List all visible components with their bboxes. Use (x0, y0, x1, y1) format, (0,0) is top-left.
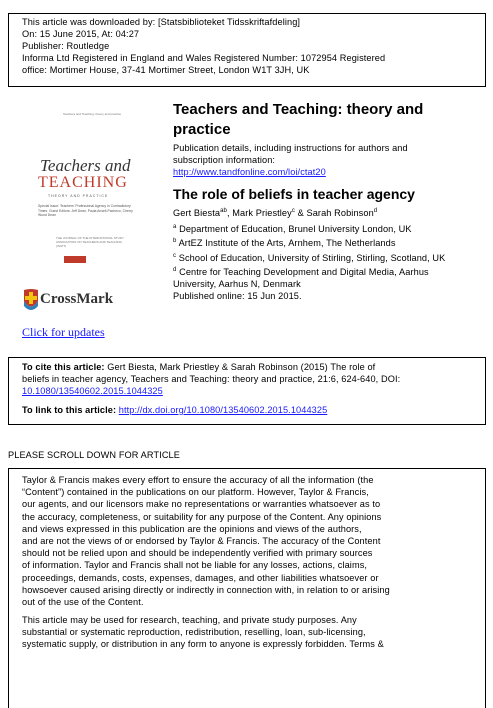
disclaimer-line: our agents, and our licensors make no representations or warranties whatsoever as to (22, 499, 381, 510)
disclaimer-line: should not be relied upon and should be independently verified with primary sources (22, 548, 373, 559)
disclaimer-line: howsoever caused arising directly or indirectly in connection with, in relation to or arising (22, 584, 390, 595)
download-line-2: On: 15 June 2015, At: 04:27 (22, 29, 140, 39)
disclaimer-line: the accuracy, completeness, or suitability for any purpose of the Content. Any opinions (22, 511, 382, 522)
disclaimer-line: This article may be used for research, teaching, and private study purposes. Any (22, 615, 357, 625)
affiliation-a: $^a$ Department of Education, Brunel University London, UK (173, 224, 412, 234)
publication-details-line2: subscription information: (173, 155, 276, 165)
link-line: To link to this article: http://dx.doi.org/10.1080/13540602.2015.1044325 (22, 405, 328, 415)
publication-details-line1: Publication details, including instructions for authors and (173, 143, 408, 153)
cover-subtitle: THEORY AND PRACTICE (48, 194, 109, 198)
crossmark-icon[interactable] (22, 288, 40, 314)
disclaimer-line: and are not the views of or endorsed by Taylor & Francis. The accuracy of the Content (22, 536, 381, 546)
published-date: Published online: 15 Jun 2015. (173, 291, 302, 301)
disclaimer-line: out of the use of the Content. (22, 597, 144, 607)
disclaimer-line: of information. Taylor and Francis shall not be liable for any losses, actions, claims, (22, 560, 368, 571)
disclaimer-line: systematic supply, or distribution in any form to anyone is expressly forbidden. Terms & (22, 639, 384, 650)
crossmark-label[interactable]: CrossMark (40, 291, 114, 307)
cover-top-text: Teachers and Teaching: theory and practice (63, 112, 121, 116)
download-line-4: Informa Ltd Registered in England and Wales Registered Number: 1072954 Registered (22, 53, 386, 63)
click-for-updates-link[interactable]: Click for updates (22, 325, 105, 339)
affiliation-d: $^d$ Centre for Teaching Development and Digital Media, Aarhus (173, 267, 429, 277)
scroll-notice: PLEASE SCROLL DOWN FOR ARTICLE (8, 450, 180, 460)
authors: Gert Biesta$^{ab}$, Mark Priestley$^c$ & Sarah Robinson$^d$ (173, 208, 378, 218)
disclaimer-line: Taylor & Francis makes every effort to ensure the accuracy of all the information (the (22, 475, 374, 485)
download-line-5: office: Mortimer House, 37-41 Mortimer Street, London W1T 3JH, UK (22, 65, 310, 75)
publisher-logo (64, 256, 86, 263)
disclaimer-line: and views expressed in this publication are the opinions and views of the authors, (22, 523, 362, 534)
cover-title-line1: Teachers and (40, 156, 131, 175)
article-doi-url-link[interactable]: http://dx.doi.org/10.1080/13540602.2015.1044325 (118, 405, 328, 415)
affiliation-b: $^b$ ArtEZ Institute of the Arts, Arnhem, The Netherlands (173, 238, 396, 248)
disclaimer-line: substantial or systematic reproduction, redistribution, reselling, loan, sub-licensing, (22, 627, 366, 638)
download-line-3: Publisher: Routledge (22, 41, 110, 51)
disclaimer-line: “Content”) contained in the publications on our platform. However, Taylor & Francis, (22, 487, 369, 498)
disclaimer-line: proceedings, demands, costs, expenses, damages, and other liabilities whatsoever or (22, 572, 379, 583)
cite-line1: To cite this article: Gert Biesta, Mark Priestley & Sarah Robinson (2015) The role of (22, 362, 376, 372)
journal-url-link[interactable]: http://www.tandfonline.com/loi/ctat20 (173, 167, 326, 177)
download-line-1: This article was downloaded by: [Statsbiblioteket Tidsskriftafdeling] (22, 17, 301, 27)
cover-small-text: THE JOURNAL OF THE INTERNATIONAL STUDY ASSOCIATION ON TEACHERS AND TEACHING (ISATT) (56, 236, 124, 248)
cite-line2: beliefs in teacher agency, Teachers and Teaching: theory and practice, 21:6, 624-640, DOI: (22, 374, 401, 384)
cover-title-line2: TEACHING (38, 174, 128, 191)
affiliation-d-line2: University, Aarhus N, Denmark (173, 279, 301, 289)
article-title: The role of beliefs in teacher agency (173, 186, 415, 202)
affiliation-c: $^c$ School of Education, University of Stirling, Stirling, Scotland, UK (173, 253, 446, 263)
cite-doi-link[interactable]: 10.1080/13540602.2015.1044325 (22, 386, 163, 396)
journal-title: Teachers and Teaching: theory and practice (173, 101, 424, 138)
cover-issue-text: Special Issue: Teachers' Professional Agency in Contradictory Times. Guest Editors: Jeff Dean, Paula Ansell-Pacheco, Cherry Wood Dean (38, 204, 133, 217)
